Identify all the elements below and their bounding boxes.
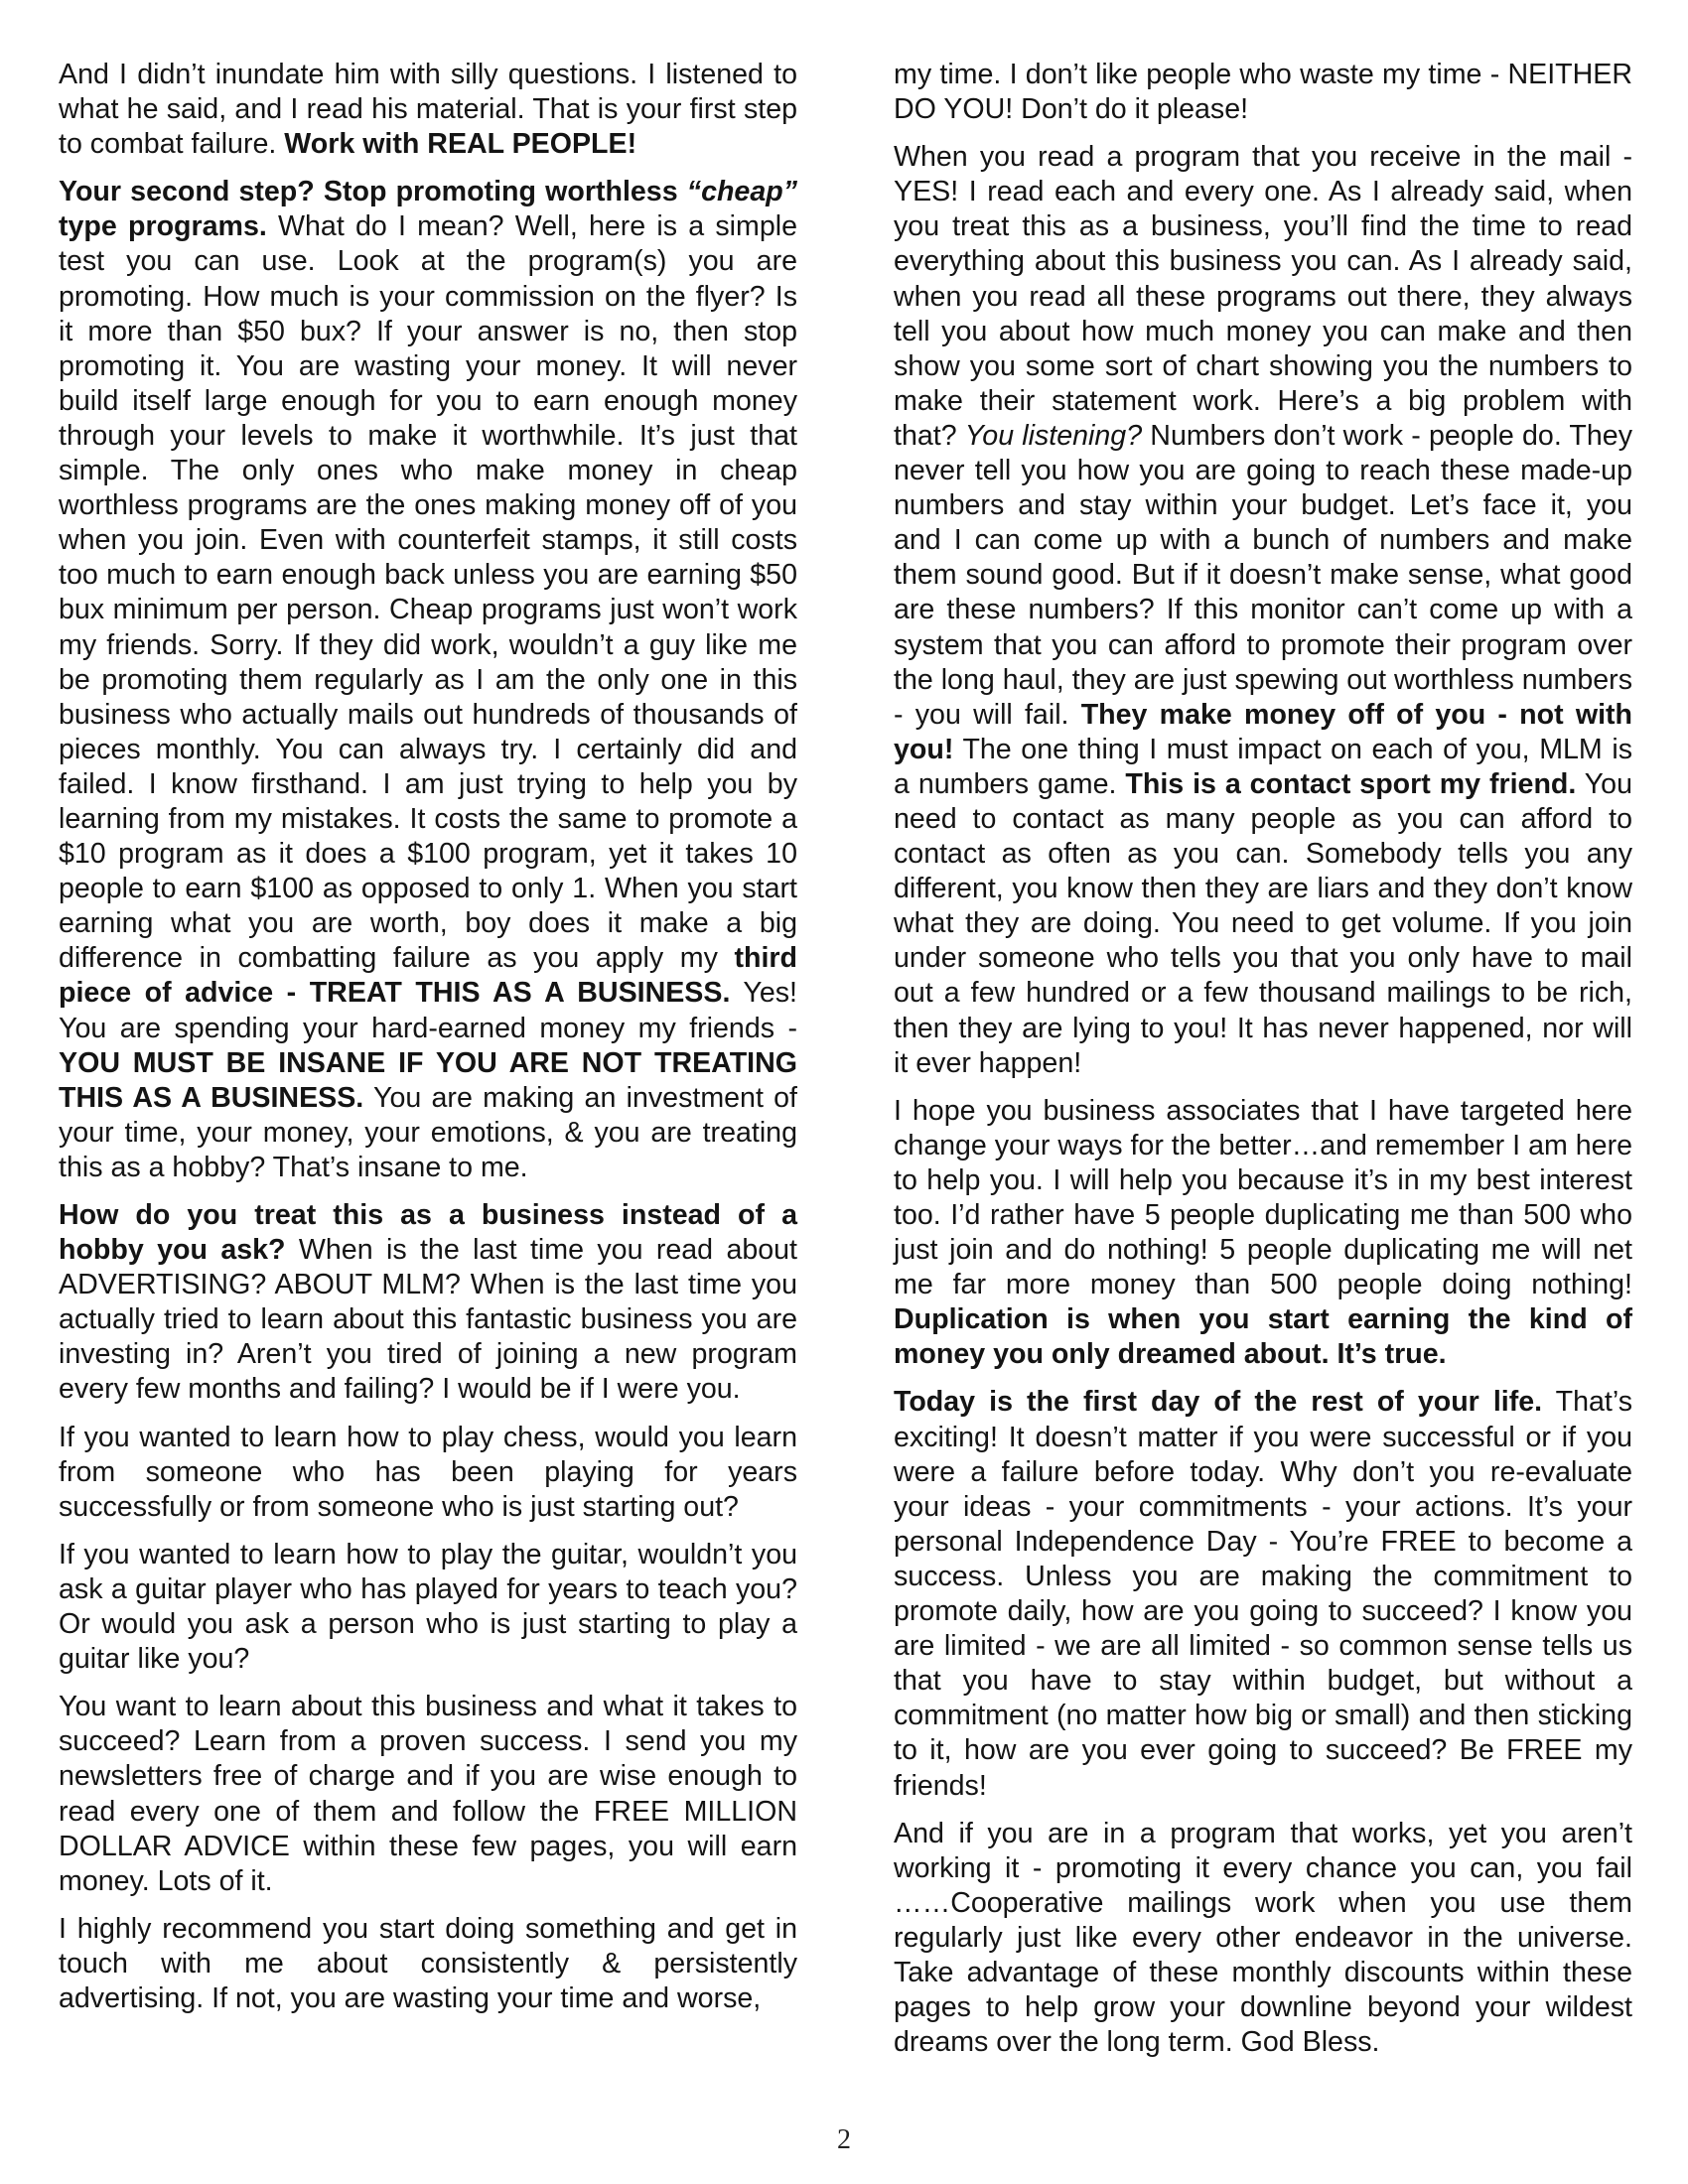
body-text: my time. I don’t like people who waste my time - NEITHER DO YOU! Don’t do it please! <box>894 59 1632 126</box>
paragraph <box>894 1385 1632 1803</box>
body-text: When you read a program that you receive in the mail - YES! I read each and every one. As I already said, when you treat this as a business, you’ll find the time to read everything about this business you can. As I already said, when you read all these programs out there, they always tell you about how much money you can make and then show you some sort of chart showing you the numbers to make their statement work. Here’s a big problem with that? <box>894 141 1632 452</box>
body-text: You are making an investment of your time, your money, your emotions, & you are treating this as a hobby? That’s insane to me. <box>59 1081 797 1183</box>
paragraph <box>894 58 1632 127</box>
body-text: And I didn’t inundate him with silly questions. I listened to what he said, and I read his material. That is your first step to combat failure. <box>59 59 797 161</box>
paragraph <box>59 1421 797 1525</box>
paragraph <box>59 58 797 162</box>
body-text: Numbers don’t work - people do. They never tell you how you are going to reach these made-up numbers and stay within your budget. Let’s face it, you and I can come up with a bunch of numbers and make them sound good. But if it doesn’t make sense, what good are these numbers? If this monitor can’t come up with a system that you can afford to promote their program over the long haul, they are just spewing out worthless numbers - you will fail. <box>894 419 1633 731</box>
body-text: You need to contact as many people as you can afford to contact as often as you can. Somebody tells you any different, you know then they are liars and they don’t know what they are doing. You need to get volume. If you join under someone who tells you that you only have to mail out a few hundred or a few thousand mailings to be rich, then they are lying to you! It has never happened, nor will it ever happen! <box>894 767 1632 1079</box>
paragraph <box>894 140 1632 1081</box>
bold-text: Duplication is when you start earning the kind of money you only dreamed about. It’s true. <box>894 1303 1632 1371</box>
body-text: When is the last time you read about ADVERTISING? ABOUT MLM? When is the last time you actually tried to learn about this fantastic business you are investing in? Aren’t you tired of joining a new program every few months and failing? I would be if I were you. <box>59 1234 797 1406</box>
bold-text: YOU MUST BE INSANE IF YOU ARE NOT TREATING THIS AS A BUSINESS. <box>59 1046 797 1114</box>
body-text: If you wanted to learn how to play chess, would you learn from someone who has been playing for years successfully or from someone who is just starting out? <box>59 1421 797 1523</box>
page-number: 2 <box>837 2124 851 2155</box>
body-text: If you wanted to learn how to play the guitar, wouldn’t you ask a guitar player who has played for years to teach you? Or would you ask a person who is just starting to play a guitar like you? <box>59 1538 797 1676</box>
paragraph <box>894 1817 1632 2061</box>
bold-text: This is a contact sport my friend. <box>1125 767 1577 800</box>
bold-text: Today is the first day of the rest of your life. <box>894 1386 1543 1419</box>
body-text: The one thing I must impact on each of you, MLM is a numbers game. <box>894 733 1632 800</box>
body-text: I highly recommend you start doing something and get in touch with me about consistently & persistently advertising. If not, you are wasting your time and worse, <box>59 1912 797 2014</box>
bold-text <box>687 176 797 207</box>
bold-text: Work with REAL PEOPLE! <box>284 128 637 161</box>
bold-text: They make money off of you - not with you! <box>894 698 1632 765</box>
bold-text: Your second step? Stop promoting worthless <box>59 176 687 208</box>
body-text: And if you are in a program that works, yet you aren’t working it - promoting it every chance you can, you fail ……Cooperative mailings work when you use them regularly just like every other endeavor in the universe. Take advantage of these monthly discounts within these pages to help grow your downline beyond your wildest dreams over the long term. God Bless. <box>894 1817 1632 2059</box>
body-text: You want to learn about this business and what it takes to succeed? Learn from a proven success. I send you my newsletters free of charge and if you are wise enough to read every one of them and follow the FREE MILLION DOLLAR ADVICE within these few pages, you will earn money. Lots of it. <box>59 1691 797 1897</box>
left-column <box>59 58 797 2029</box>
bold-text: How do you treat this as a business instead of a hobby you ask? <box>59 1199 797 1267</box>
body-text: What do I mean? Well, here is a simple test you can use. Look at the program(s) you are promoting. How much is your commission on the flyer? Is it more than $50 bux? If your answer is no, then stop promoting it. You are wasting your money. It will never build itself large enough for you to earn enough money through your levels to make it worthwhile. It’s just that simple. The only ones who make money in cheap worthless programs are the ones making money off of you when you join. Even with counterfeit stamps, it still costs too much to earn enough back unless you are earning $50 bux minimum per person. Cheap programs just won’t work my friends. Sorry. If they did work, wouldn’t a guy like me be promoting them regularly as I am the only one in this business who actually mails out hundreds of thousands of pieces monthly. You can always try. I certainly did and failed. I know firsthand. I am just trying to help you by learning from my mistakes. It costs the same to promote a $10 program as it does a $100 program, yet it takes 10 people to earn $100 as opposed to only 1. When you start earning what you are worth, boy does it make a big difference in combatting failure as you apply my <box>59 210 797 975</box>
bold-text: type programs. <box>59 210 267 243</box>
paragraph <box>894 1094 1632 1373</box>
body-text: I hope you business associates that I have targeted here change your ways for the better…and remember I am here to help you. I will help you because it’s in my best interest too. I’d rather have 5 people duplicating me than 500 who just join and do nothing! 5 people duplicating me will net me far more money than 500 people doing nothing! <box>894 1094 1632 1301</box>
bold-text: third piece of advice - TREAT THIS AS A BUSINESS. <box>59 942 797 1010</box>
paragraph <box>59 1198 797 1408</box>
body-text: That’s exciting! It doesn’t matter if you were successful or if you were a failure before today. Why don’t you re-evaluate your ideas - your commitments - your actions. It’s your personal Independence Day - You’re FREE to become a success. Unless you are making the commitment to promote daily, how are you going to succeed? I know you are limited - we are all limited - so common sense tells us that you have to stay within budget, but without a commitment (no matter how big or small) and then sticking to it, how are you ever going to succeed? Be FREE my friends! <box>894 1386 1633 1802</box>
paragraph <box>59 1912 797 2016</box>
emphasis-text: “cheap” <box>686 176 797 208</box>
body-text: Yes! You are spending your hard-earned money my friends - <box>59 977 797 1044</box>
paragraph <box>59 175 797 1185</box>
right-column <box>894 58 1632 2073</box>
paragraph <box>59 1538 797 1677</box>
italic-text: You listening? <box>964 419 1143 452</box>
paragraph <box>59 1690 797 1899</box>
